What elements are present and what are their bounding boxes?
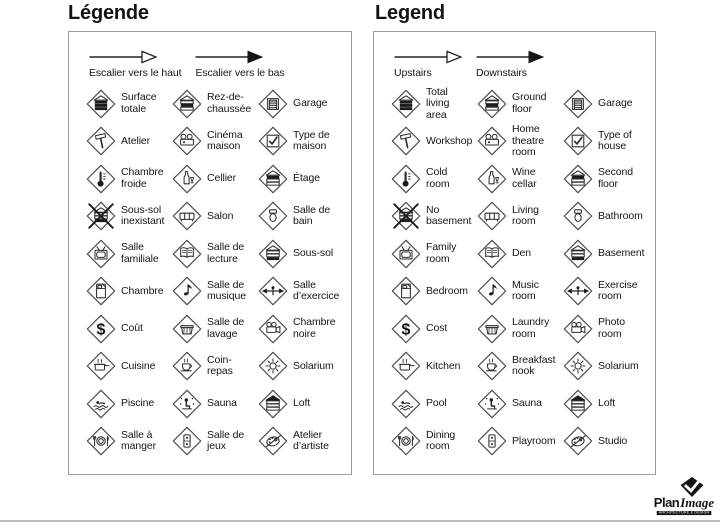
legend-item-label: Salle à manger [121, 428, 157, 453]
cost-icon [86, 314, 116, 344]
legend-panel-fr [68, 31, 352, 475]
legend-item-label: Bathroom [598, 209, 643, 222]
legend-item-label: Salon [207, 209, 234, 222]
arrow-stairs-up [89, 50, 181, 79]
pool-icon [391, 389, 421, 419]
legend-item-label: Loft [598, 397, 616, 409]
arrow-stairs-down [195, 50, 284, 79]
legend-item-solarium [253, 348, 339, 386]
svg-text:$: $ [96, 321, 106, 339]
legend-item-label: Salle familiale [121, 241, 159, 265]
stairs-down-arrow-icon [476, 50, 544, 64]
legend-item-photo-room [253, 310, 339, 348]
legend-item-house-type [558, 123, 644, 161]
legend-item-loft [253, 385, 339, 423]
stairs-up-arrow-icon [394, 50, 462, 64]
legend-item-label: Cuisine [121, 359, 156, 372]
legend-item-label: Basement [598, 247, 645, 259]
legend-item-studio [253, 423, 339, 461]
ground-floor-icon [172, 89, 202, 119]
legend-item-bedroom [386, 273, 472, 311]
legend-item-laundry-room [472, 310, 558, 348]
logo-brand-image: Image [680, 495, 715, 510]
exercise-room-icon [563, 276, 593, 306]
legend-item-label: Photo room [598, 316, 625, 340]
family-room-icon [391, 239, 421, 269]
total-living-area-icon [86, 89, 116, 119]
logo-tagline: ARCHITECTURE & DESIGN [657, 511, 712, 515]
legend-item-label: Home theatre room [512, 123, 544, 158]
legend-item-exercise-room [253, 273, 339, 311]
legend-item-cold-room [386, 160, 472, 198]
legend-item-breakfast-nook [167, 348, 253, 386]
house-type-icon [563, 126, 593, 156]
legend-item-label: Total living area [426, 85, 450, 121]
legend-item-label: Salle de lavage [207, 316, 245, 340]
loft-icon [258, 389, 288, 419]
items-grid [386, 85, 644, 460]
legend-item-pool [81, 385, 167, 423]
legend-item-label: Solarium [293, 359, 334, 372]
total-living-area-icon [391, 89, 421, 119]
arrow-label: Upstairs [394, 67, 432, 79]
legend-item-kitchen [386, 348, 472, 386]
workshop-icon [86, 126, 116, 156]
legend-item-label: Étage [293, 172, 320, 184]
legend-item-cold-room [81, 160, 167, 198]
legend-item-label: Salle de bain [293, 203, 331, 228]
legend-item-label: Kitchen [426, 359, 461, 372]
legend-item-label: Loft [293, 397, 311, 409]
studio-icon [563, 426, 593, 456]
legend-item-label: Sauna [207, 397, 237, 409]
den-icon [172, 239, 202, 269]
arrows-row [394, 50, 544, 79]
legend-item-label: Sous-sol inexistant [121, 203, 165, 228]
legend-item-label: Laundry room [512, 316, 550, 340]
legend-item-label: Garage [598, 97, 633, 109]
sauna-icon [172, 389, 202, 419]
photo-room-icon [563, 314, 593, 344]
legend-item-cost [81, 310, 167, 348]
breakfast-nook-icon [477, 351, 507, 381]
legend-item-second-floor [253, 160, 339, 198]
legend-item-label: Atelier d’artiste [293, 428, 329, 453]
legend-item-label: Den [512, 247, 531, 259]
legend-item-photo-room [558, 310, 644, 348]
legend-item-exercise-room [558, 273, 644, 311]
legend-item-label: Piscine [121, 397, 155, 409]
legend-item-label: Garage [293, 97, 328, 109]
legend-item-ground-floor [167, 85, 253, 123]
legend-item-label: Chambre froide [121, 166, 164, 190]
legend-title-en: Legend [375, 2, 445, 24]
second-floor-icon [563, 164, 593, 194]
planimage-logo [651, 477, 717, 518]
bathroom-icon [258, 201, 288, 231]
dining-room-icon [391, 426, 421, 456]
legend-item-label: Cinéma maison [207, 128, 243, 153]
legend-item-workshop [81, 123, 167, 161]
house-type-icon [258, 126, 288, 156]
legend-item-label: Cost [426, 322, 448, 334]
legend-item-label: Studio [598, 434, 628, 447]
legend-item-studio [558, 423, 644, 461]
family-room-icon [86, 239, 116, 269]
legend-item-den [167, 235, 253, 273]
legend-item-family-room [386, 235, 472, 273]
loft-icon [563, 389, 593, 419]
legend-item-family-room [81, 235, 167, 273]
arrow-label: Escalier vers le haut [89, 67, 182, 79]
legend-item-label: Second floor [598, 166, 634, 190]
legend-item-label: Chambre noire [293, 316, 336, 340]
arrow-label: Downstairs [476, 67, 527, 79]
garage-icon [258, 89, 288, 119]
legend-item-label: Chambre [121, 284, 164, 297]
arrows-row [89, 50, 285, 79]
cold-room-icon [391, 164, 421, 194]
legend-item-label: Salle de musique [207, 278, 246, 303]
legend-item-label: Cellier [207, 172, 237, 184]
legend-item-living-room [167, 198, 253, 236]
legend-item-label: No basement [426, 203, 472, 228]
legend-item-den [472, 235, 558, 273]
legend-item-no-basement [81, 198, 167, 236]
legend-item-playroom [472, 423, 558, 461]
legend-item-label: Ground floor [512, 91, 547, 115]
den-icon [477, 239, 507, 269]
legend-item-playroom [167, 423, 253, 461]
legend-item-label: Sauna [512, 397, 542, 409]
legend-title-fr: Légende [68, 2, 149, 24]
planimage-logo-text [654, 495, 714, 511]
legend-item-music-room [167, 273, 253, 311]
breakfast-nook-icon [172, 351, 202, 381]
laundry-room-icon [172, 314, 202, 344]
kitchen-icon [86, 351, 116, 381]
legend-item-label: Family room [426, 241, 457, 265]
legend-item-total-living-area [386, 85, 472, 123]
legend-item-label: Rez-de-chaussée [207, 91, 252, 115]
legend-item-label: Pool [426, 397, 447, 409]
items-grid [81, 85, 339, 460]
legend-item-loft [558, 385, 644, 423]
legend-item-bedroom [81, 273, 167, 311]
laundry-room-icon [477, 314, 507, 344]
legend-item-pool [386, 385, 472, 423]
legend-item-label: Exercise room [598, 278, 638, 303]
legend-item-total-living-area [81, 85, 167, 123]
basement-icon [258, 239, 288, 269]
legend-item-label: Music room [512, 278, 539, 303]
playroom-icon [477, 426, 507, 456]
music-room-icon [477, 276, 507, 306]
legend-item-basement [253, 235, 339, 273]
sauna-icon [477, 389, 507, 419]
legend-item-ground-floor [472, 85, 558, 123]
workshop-icon [391, 126, 421, 156]
legend-item-workshop [386, 123, 472, 161]
legend-item-living-room [472, 198, 558, 236]
legend-item-laundry-room [167, 310, 253, 348]
legend-item-kitchen [81, 348, 167, 386]
second-floor-icon [258, 164, 288, 194]
cold-room-icon [86, 164, 116, 194]
bedroom-icon [86, 276, 116, 306]
planimage-logo-mark-icon [680, 477, 704, 497]
legend-item-label: Living room [512, 203, 539, 228]
legend-item-music-room [472, 273, 558, 311]
legend-item-label: Playroom [512, 434, 556, 447]
exercise-room-icon [258, 276, 288, 306]
legend-item-wine-cellar [472, 160, 558, 198]
legend-item-label: Bedroom [426, 284, 468, 297]
bathroom-icon [563, 201, 593, 231]
legend-item-sauna [472, 385, 558, 423]
legend-item-label: Solarium [598, 359, 639, 372]
legend-item-label: Coût [121, 322, 143, 334]
wine-cellar-icon [477, 164, 507, 194]
legend-item-bathroom [253, 198, 339, 236]
bottom-rule [0, 520, 720, 522]
legend-item-house-type [253, 123, 339, 161]
kitchen-icon [391, 351, 421, 381]
stairs-down-arrow-icon [195, 50, 263, 64]
legend-item-solarium [558, 348, 644, 386]
legend-item-sauna [167, 385, 253, 423]
legend-item-label: Dining room [426, 428, 456, 453]
legend-panel-en [373, 31, 656, 475]
home-theatre-icon [477, 126, 507, 156]
garage-icon [563, 89, 593, 119]
arrow-stairs-down [476, 50, 544, 79]
music-room-icon [172, 276, 202, 306]
cost-icon [391, 314, 421, 344]
arrow-label: Escalier vers le bas [195, 67, 285, 79]
studio-icon [258, 426, 288, 456]
legend-item-label: Coin-repas [207, 353, 233, 378]
pool-icon [86, 389, 116, 419]
ground-floor-icon [477, 89, 507, 119]
arrow-stairs-up [394, 50, 462, 79]
legend-item-label: Salle d’exercice [293, 278, 340, 303]
legend-item-garage [253, 85, 339, 123]
basement-icon [563, 239, 593, 269]
legend-item-label: Atelier [121, 134, 151, 147]
legend-item-label: Type de maison [293, 128, 330, 153]
legend-item-breakfast-nook [472, 348, 558, 386]
legend-item-label: Salle de lecture [207, 241, 245, 265]
living-room-icon [172, 201, 202, 231]
solarium-icon [258, 351, 288, 381]
legend-item-label: Surface totale [121, 91, 157, 115]
wine-cellar-icon [172, 164, 202, 194]
legend-item-label: Workshop [426, 134, 473, 147]
legend-item-label: Sous-sol [293, 247, 334, 259]
legend-item-dining-room [81, 423, 167, 461]
legend-item-cost [386, 310, 472, 348]
legend-item-garage [558, 85, 644, 123]
solarium-icon [563, 351, 593, 381]
no-basement-icon [86, 201, 116, 231]
logo-brand-plan: Plan [653, 495, 680, 510]
no-basement-icon [391, 201, 421, 231]
legend-item-bathroom [558, 198, 644, 236]
legend-item-home-theatre [472, 123, 558, 161]
legend-item-basement [558, 235, 644, 273]
legend-item-dining-room [386, 423, 472, 461]
legend-item-label: Type of house [598, 128, 632, 153]
legend-item-no-basement [386, 198, 472, 236]
legend-item-label: Cold room [426, 166, 450, 190]
legend-item-home-theatre [167, 123, 253, 161]
legend-item-wine-cellar [167, 160, 253, 198]
legend-item-second-floor [558, 160, 644, 198]
bedroom-icon [391, 276, 421, 306]
legend-item-label: Salle de jeux [207, 428, 245, 453]
playroom-icon [172, 426, 202, 456]
dining-room-icon [86, 426, 116, 456]
legend-item-label: Wine cellar [512, 166, 537, 190]
svg-text:$: $ [401, 321, 411, 339]
photo-room-icon [258, 314, 288, 344]
living-room-icon [477, 201, 507, 231]
home-theatre-icon [172, 126, 202, 156]
legend-item-label: Breakfast nook [512, 353, 556, 378]
stairs-up-arrow-icon [89, 50, 157, 64]
